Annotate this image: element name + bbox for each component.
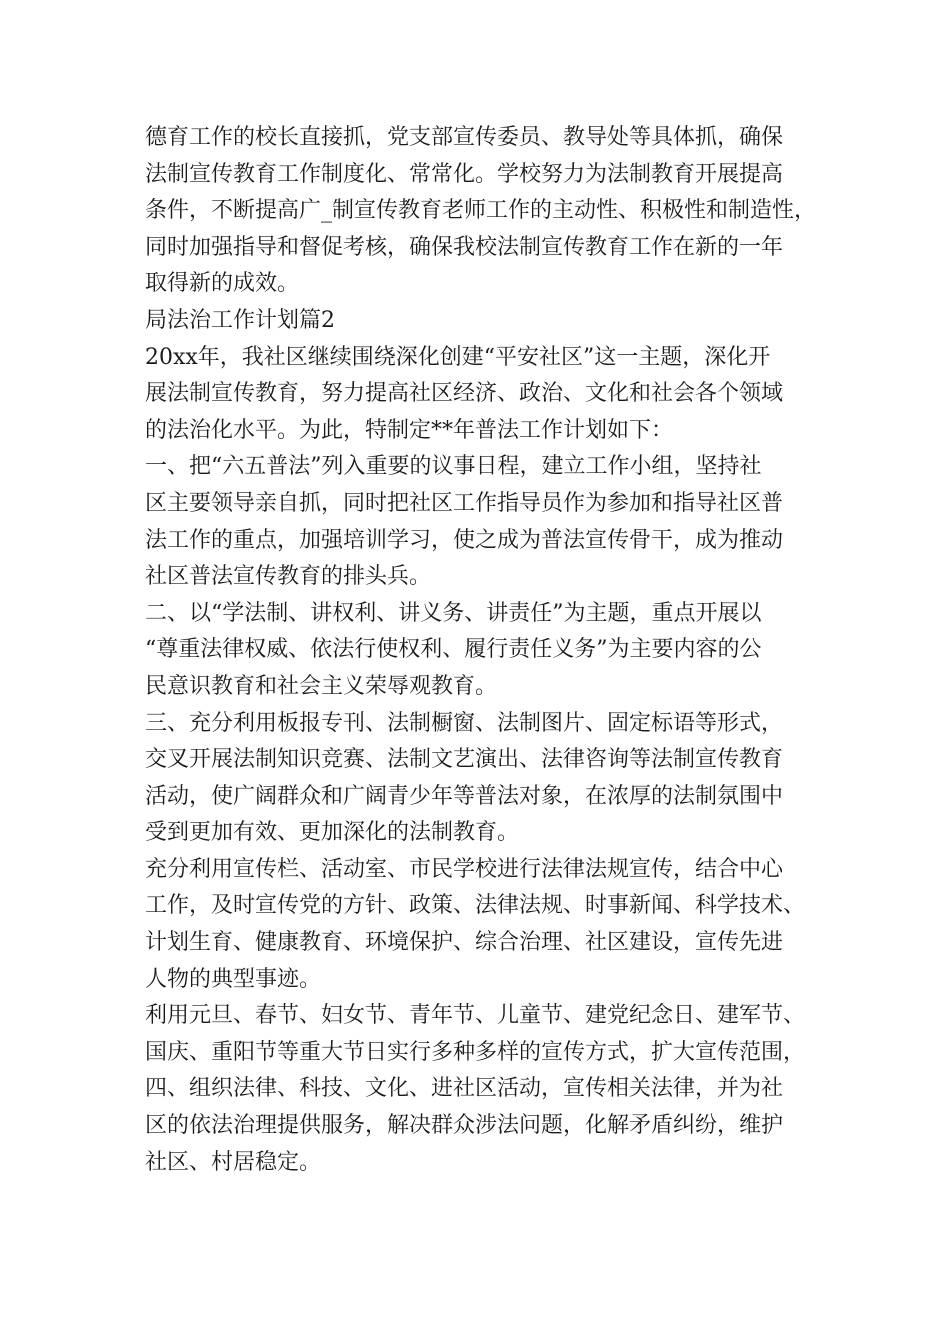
text-line: 的法治化水平。为此，特制定**年普法工作计划如下： [145,417,674,443]
section-heading: 局法治工作计划篇2 [145,307,335,333]
text-line: 德育工作的校长直接抓，党支部宣传委员、教导处等具体抓，确保 [145,125,784,150]
document-body [145,120,835,1181]
text-line: 条件，不断提高广_制宣传教育老师工作的主动性、积极性和制造性， [145,198,817,224]
text-line: 展法制宣传教育，努力提高社区经济、政治、文化和社会各个领域 [145,381,784,407]
text-line: 工作，及时宣传党的方针、政策、法律法规、时事新闻、科学技术、 [145,893,806,919]
text-line: 区主要领导亲自抓，同时把社区工作指导员作为参加和指导社区普 [145,490,784,516]
text-line: 社区普法宣传教育的排头兵。 [145,564,432,590]
text-line: 民意识教育和社会主义荣辱观教育。 [145,673,498,699]
text-line: 法工作的重点，加强培训学习，使之成为普法宣传骨干，成为推动 [145,527,784,553]
text-line: 国庆、重阳节等重大节日实行多种多样的宣传方式，扩大宣传范围， [145,1039,806,1065]
text-line: 二、以“学法制、讲权利、讲义务、讲责任”为主题，重点开展以 [145,600,762,626]
text-line: 取得新的成效。 [145,271,300,297]
text-line: 人物的典型事迹。 [145,966,322,992]
text-line: 交叉开展法制知识竞赛、法制文艺演出、法律咨询等法制宣传教育 [145,747,784,773]
text-line: 利用元旦、春节、妇女节、青年节、儿童节、建党纪念日、建军节、 [145,1003,806,1029]
text-line: 同时加强指导和督促考核，确保我校法制宣传教育工作在新的一年 [145,234,784,260]
text-line: 三、充分利用板报专刊、法制橱窗、法制图片、固定标语等形式， [145,710,784,736]
text-line: 计划生育、健康教育、环境保护、综合治理、社区建设，宣传先进 [145,930,784,956]
text-line: 活动，使广阔群众和广阔青少年等普法对象，在浓厚的法制氛围中 [145,783,784,809]
text-line: 20xx年，我社区继续围绕深化创建“平安社区”这一主题，深化开 [145,344,771,370]
text-line: 充分利用宣传栏、活动室、市民学校进行法律法规宣传，结合中心 [145,856,784,882]
text-line: 四、组织法律、科技、文化、进社区活动，宣传相关法律，并为社 [145,1076,784,1102]
text-line: 法制宣传教育工作制度化、常常化。学校努力为法制教育开展提高 [145,161,784,187]
text-line: “尊重法律权威、依法行使权利、履行责任义务”为主要内容的公 [145,637,762,663]
text-line: 受到更加有效、更加深化的法制教育。 [145,820,520,846]
text-line: 区的依法治理提供服务，解决群众涉法问题，化解矛盾纠纷，维护 [145,1113,784,1139]
text-line: 社区、村居稳定。 [145,1149,322,1175]
text-line: 一、把“六五普法”列入重要的议事日程，建立工作小组，坚持社 [145,454,762,480]
